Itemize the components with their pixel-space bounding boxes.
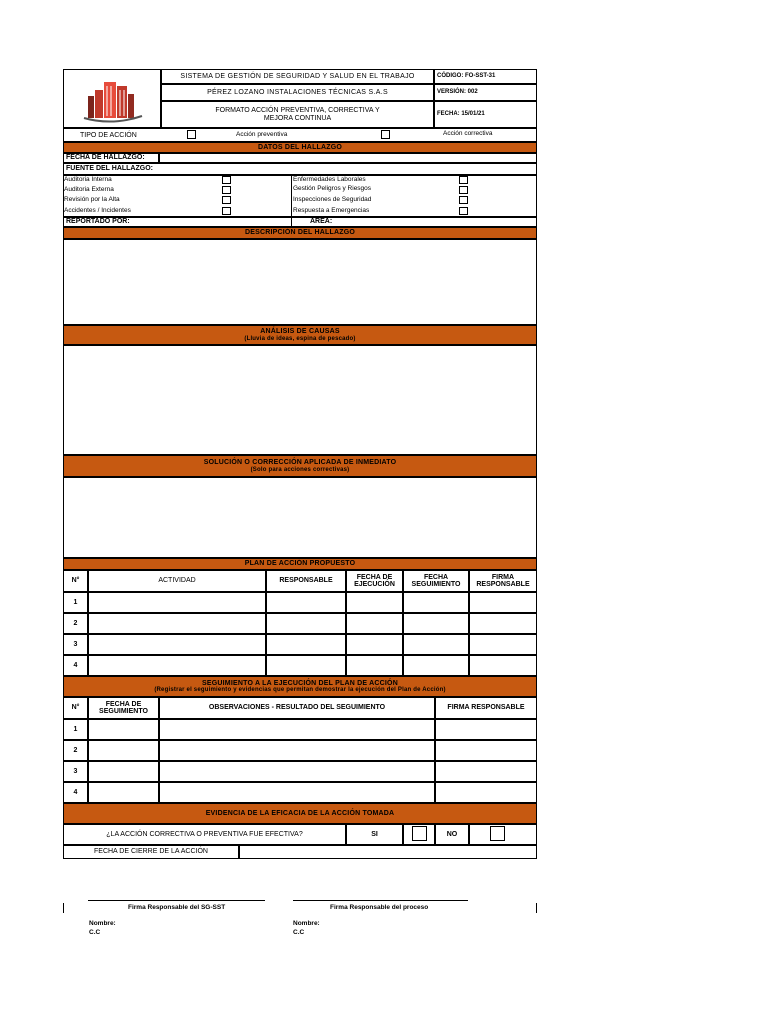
plan-fecha-seguimiento-cell[interactable] <box>403 613 469 634</box>
seg-fecha-cell[interactable] <box>88 761 159 782</box>
analisis-subtitle: (Lluvia de ideas, espina de pescado) <box>244 335 356 342</box>
nombre-label-right: Nombre: <box>293 920 320 927</box>
cc-label-left: C.C <box>89 929 101 936</box>
plan-header-actividad: ACTIVIDAD <box>88 570 266 592</box>
evidencia-band <box>63 803 537 824</box>
firma-sgsst-line[interactable] <box>88 900 265 901</box>
seg-observaciones-cell[interactable] <box>159 761 435 782</box>
plan-header-fecha-seguimiento: FECHA SEGUIMIENTO <box>403 570 469 592</box>
seg-observaciones-cell[interactable] <box>159 719 435 740</box>
checkbox-accion-correctiva[interactable] <box>381 130 390 139</box>
solucion-subtitle: (Solo para acciones correctivas) <box>250 466 350 473</box>
seg-firma-cell[interactable] <box>435 740 537 761</box>
header-company: PÉREZ LOZANO INSTALACIONES TÉCNICAS S.A.S <box>161 84 434 101</box>
fecha-cierre-field[interactable] <box>239 845 537 859</box>
seguimiento-subtitle: (Registrar el seguimiento y evidencias que permitan demostrar la ejecución del Plan de Acción) <box>154 687 446 694</box>
plan-row-number: 1 <box>63 592 88 613</box>
firma-proceso-line[interactable] <box>293 900 468 901</box>
plan-fecha-seguimiento-cell[interactable] <box>403 592 469 613</box>
evidencia-si-label: SI <box>346 824 403 845</box>
fuente-auditoria-interna: Auditoria Interna <box>64 176 112 183</box>
descripcion-title: DESCRIPCIÓN DEL HALLAZGO <box>244 229 356 237</box>
checkbox-emergencias[interactable] <box>459 207 468 215</box>
header-sistema-title: SISTEMA DE GESTIÓN DE SEGURIDAD Y SALUD EN EL TRABAJO <box>161 69 434 84</box>
datos-hallazgo-band <box>63 142 537 153</box>
plan-firma-cell[interactable] <box>469 634 537 655</box>
seguimiento-band <box>63 676 537 697</box>
fuente-inspecciones: Inspecciones de Seguridad <box>293 196 372 203</box>
header-version: VERSIÓN: 002 <box>434 84 537 101</box>
checkbox-accion-preventiva[interactable] <box>187 130 196 139</box>
fuente-revision-alta: Revisión por la Alta <box>64 196 120 203</box>
seg-observaciones-cell[interactable] <box>159 740 435 761</box>
checkbox-inspecciones[interactable] <box>459 196 468 204</box>
evidencia-question: ¿LA ACCIÓN CORRECTIVA O PREVENTIVA FUE EFECTIVA? <box>63 824 346 845</box>
accion-correctiva-label: Acción correctiva <box>443 130 493 137</box>
nombre-label-left: Nombre: <box>89 920 116 927</box>
evidencia-title: EVIDENCIA DE LA EFICACIA DE LA ACCIÓN TOMADA <box>205 809 395 817</box>
plan-responsable-cell[interactable] <box>266 655 346 676</box>
fuente-accidentes: Accidentes / Incidentes <box>64 207 131 214</box>
descripcion-area[interactable] <box>63 239 537 325</box>
checkbox-efectiva-no[interactable] <box>490 826 505 841</box>
fuente-gestion-peligros: Gestión Peligros y Riesgos <box>293 185 372 192</box>
plan-responsable-cell[interactable] <box>266 634 346 655</box>
plan-actividad-cell[interactable] <box>88 592 266 613</box>
seg-observaciones-cell[interactable] <box>159 782 435 803</box>
plan-fecha-seguimiento-cell[interactable] <box>403 655 469 676</box>
plan-header-fecha-ejecucion: FECHA DE EJECUCIÓN <box>346 570 403 592</box>
seg-fecha-cell[interactable] <box>88 782 159 803</box>
solucion-area[interactable] <box>63 477 537 558</box>
left-margin-tick <box>63 903 64 913</box>
plan-fecha-ejecucion-cell[interactable] <box>346 634 403 655</box>
checkbox-auditoria-externa[interactable] <box>222 186 231 194</box>
plan-firma-cell[interactable] <box>469 592 537 613</box>
seg-header-firma: FIRMA RESPONSABLE <box>435 697 537 719</box>
tipo-accion-label: TIPO DE ACCIÓN <box>80 132 137 139</box>
plan-fecha-ejecucion-cell[interactable] <box>346 655 403 676</box>
header-format-title: FORMATO ACCIÓN PREVENTIVA, CORRECTIVA Y MEJORA CONTINUA <box>161 101 434 128</box>
seg-row-number: 3 <box>63 761 88 782</box>
checkbox-auditoria-interna[interactable] <box>222 176 231 184</box>
header-fecha: FECHA: 15/01/21 <box>434 101 537 128</box>
seg-row-number: 1 <box>63 719 88 740</box>
plan-firma-cell[interactable] <box>469 613 537 634</box>
fuente-emergencias: Respuesta a Emergencias <box>293 207 370 214</box>
seg-row-number: 2 <box>63 740 88 761</box>
checkbox-gestion-peligros[interactable] <box>459 186 468 194</box>
datos-hallazgo-title: DATOS DEL HALLAZGO <box>257 143 343 151</box>
right-margin-tick <box>536 903 537 913</box>
seguimiento-title: SEGUIMIENTO A LA EJECUCIÓN DEL PLAN DE ACCIÓN <box>202 679 398 687</box>
plan-responsable-cell[interactable] <box>266 613 346 634</box>
seg-fecha-cell[interactable] <box>88 740 159 761</box>
seg-fecha-cell[interactable] <box>88 719 159 740</box>
fecha-cierre-label: FECHA DE CIERRE DE LA ACCIÓN <box>63 845 239 859</box>
solucion-band <box>63 455 537 477</box>
analisis-area[interactable] <box>63 345 537 455</box>
descripcion-band <box>63 227 537 239</box>
checkbox-accidentes[interactable] <box>222 207 231 215</box>
seg-firma-cell[interactable] <box>435 761 537 782</box>
plan-fecha-ejecucion-cell[interactable] <box>346 613 403 634</box>
plan-row-number: 2 <box>63 613 88 634</box>
plan-actividad-cell[interactable] <box>88 655 266 676</box>
plan-firma-cell[interactable] <box>469 655 537 676</box>
plan-row-number: 4 <box>63 655 88 676</box>
fuente-enfermedades: Enfermedades Laborales <box>293 176 366 183</box>
seg-firma-cell[interactable] <box>435 782 537 803</box>
firma-sgsst-title: Firma Responsable del SG-SST <box>128 904 226 911</box>
checkbox-revision-alta[interactable] <box>222 196 231 204</box>
checkbox-efectiva-si[interactable] <box>412 826 427 841</box>
area-label: ÁREA: <box>291 217 537 227</box>
plan-fecha-ejecucion-cell[interactable] <box>346 592 403 613</box>
plan-fecha-seguimiento-cell[interactable] <box>403 634 469 655</box>
company-logo <box>64 70 162 127</box>
plan-band <box>63 558 537 570</box>
plan-row-number: 3 <box>63 634 88 655</box>
analisis-title: ANÁLISIS DE CAUSAS <box>260 328 340 336</box>
seg-header-no: N° <box>63 697 88 719</box>
header-codigo: CÓDIGO: FO-SST-31 <box>434 69 537 84</box>
plan-actividad-cell[interactable] <box>88 613 266 634</box>
seg-row-number: 4 <box>63 782 88 803</box>
seg-header-fecha: FECHA DE SEGUIMIENTO <box>88 697 159 719</box>
checkbox-enfermedades[interactable] <box>459 176 468 184</box>
fecha-hallazgo-field[interactable] <box>159 153 537 163</box>
fecha-hallazgo-label: FECHA DE HALLAZGO: <box>63 153 159 163</box>
solucion-title: SOLUCIÓN O CORRECCIÓN APLICADA DE INMEDIATO <box>203 459 397 467</box>
analisis-band <box>63 325 537 345</box>
plan-actividad-cell[interactable] <box>88 634 266 655</box>
seg-firma-cell[interactable] <box>435 719 537 740</box>
firma-proceso-title: Firma Responsable del proceso <box>330 904 429 911</box>
plan-responsable-cell[interactable] <box>266 592 346 613</box>
logo-cell <box>63 69 161 128</box>
fuente-hallazgo-label: FUENTE DEL HALLAZGO: <box>63 163 537 175</box>
accion-preventiva-label: Acción preventiva <box>236 131 288 138</box>
fuente-auditoria-externa: Auditoria Externa <box>64 186 114 193</box>
seg-header-observaciones: OBSERVACIONES - RESULTADO DEL SEGUIMIENTO <box>159 697 435 719</box>
plan-header-responsable: RESPONSABLE <box>266 570 346 592</box>
evidencia-no-label: NO <box>435 824 469 845</box>
plan-header-firma: FIRMA RESPONSABLE <box>469 570 537 592</box>
cc-label-right: C.C <box>293 929 305 936</box>
plan-title: PLAN DE ACCIÓN PROPUESTO <box>244 560 356 568</box>
plan-header-no: N° <box>63 570 88 592</box>
reportado-por-label: REPORTADO POR: <box>63 217 292 227</box>
